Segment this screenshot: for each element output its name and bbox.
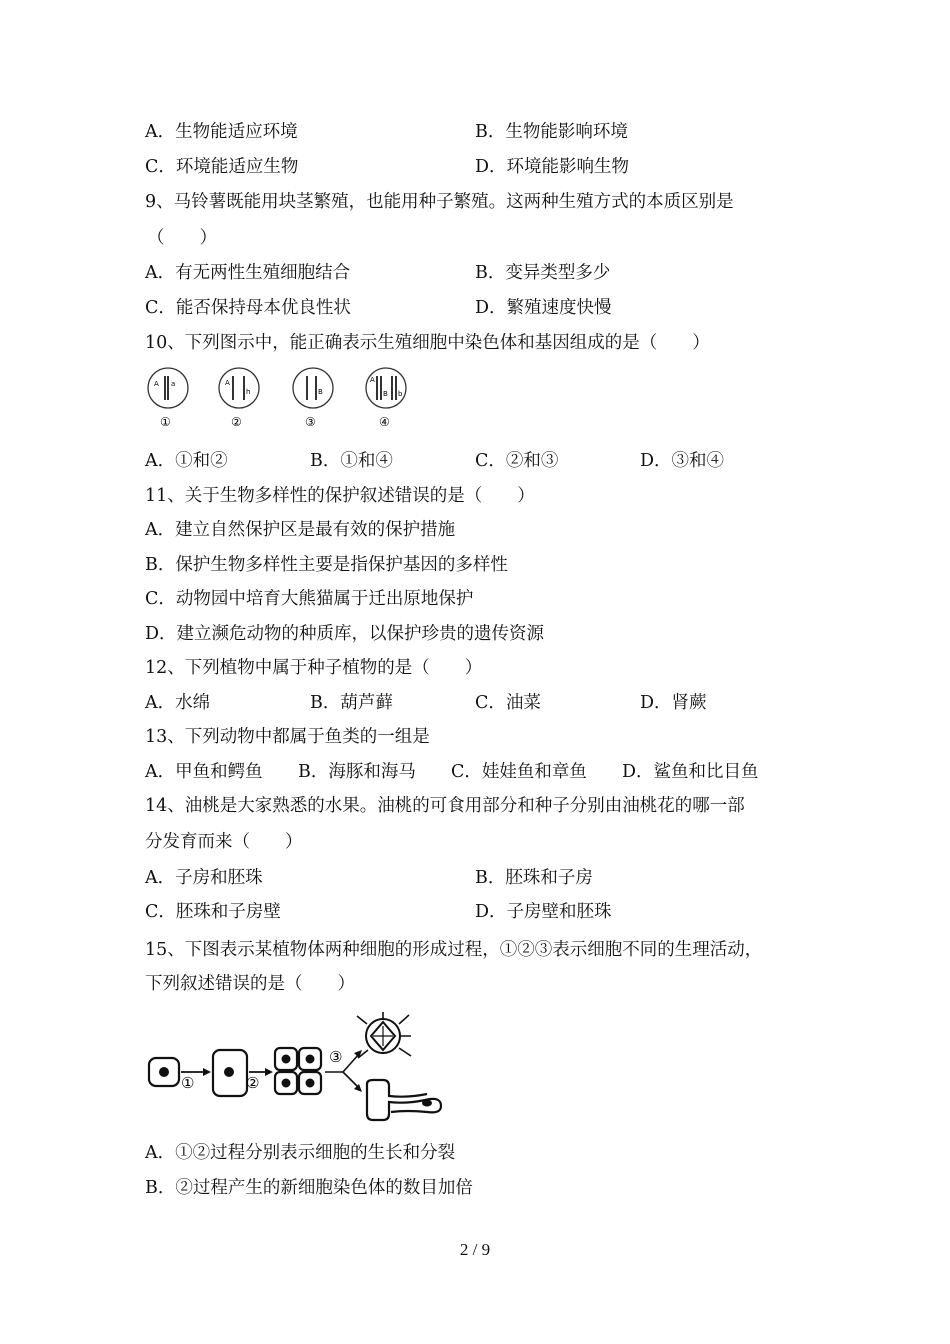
q9-option-b: B．变异类型多少 (475, 263, 611, 283)
gene-label: A (370, 376, 375, 384)
q11-option-a: A．建立自然保护区是最有效的保护措施 (145, 520, 456, 540)
q13-stem: 13、下列动物中都属于鱼类的一组是 (145, 727, 430, 747)
gene-label: A (225, 379, 230, 387)
q14-option-a: A．子房和胚珠 (145, 868, 263, 888)
q13-option-d: D．鲨鱼和比目鱼 (622, 762, 759, 782)
q8-option-c: C．环境能适应生物 (145, 157, 299, 177)
gene-label: A (154, 380, 159, 388)
q12-option-c: C．油菜 (475, 693, 541, 713)
q9-option-a: A．有无两性生殖细胞结合 (145, 263, 351, 283)
specialized-cell-top (357, 1012, 411, 1058)
q12-option-a: A．水绵 (145, 693, 211, 713)
q14-stem-line2: 分发育而来（ ） (145, 832, 303, 852)
q15-label-3: ③ (329, 1048, 343, 1066)
q13-option-b: B．海豚和海马 (298, 762, 416, 782)
q11-option-b: B．保护生物多样性主要是指保护基因的多样性 (145, 555, 508, 575)
q10-option-c: C．②和③ (475, 451, 559, 471)
q15-option-b: B．②过程产生的新细胞染色体的数目加倍 (145, 1178, 473, 1198)
q14-stem-line1: 14、油桃是大家熟悉的水果。油桃的可食用部分和种子分别由油桃花的哪一部 (145, 796, 745, 816)
q10-label-2: ② (231, 415, 242, 429)
q9-blank: （ ） (147, 228, 217, 248)
gene-label: B (383, 390, 388, 398)
q12-stem: 12、下列植物中属于种子植物的是（ ） (145, 658, 483, 678)
gene-label: h (246, 388, 251, 396)
q12-option-b: B．葫芦藓 (310, 693, 393, 713)
q13-option-c: C．娃娃鱼和章鱼 (451, 762, 587, 782)
q15-stem-line2: 下列叙述错误的是（ ） (145, 974, 355, 994)
q10-option-a: A．①和② (145, 451, 228, 471)
q10-cell-3 (293, 368, 333, 429)
page-number: 2 / 9 (459, 1240, 491, 1259)
q15-stem-line1: 15、下图表示某植物体两种细胞的形成过程，①②③表示细胞不同的生理活动， (145, 940, 763, 960)
gene-label: b (398, 390, 403, 398)
divided-cells (275, 1048, 321, 1094)
q10-stem: 10、下列图示中，能正确表示生殖细胞中染色体和基因组成的是（ ） (145, 333, 710, 353)
q8-option-b: B．生物能影响环境 (475, 122, 628, 142)
q10-option-b: B．①和④ (310, 451, 393, 471)
gene-label: a (171, 380, 176, 388)
q11-option-c: C．动物园中培育大熊猫属于迁出原地保护 (145, 589, 474, 609)
q15-option-a: A．①②过程分别表示细胞的生长和分裂 (145, 1143, 456, 1163)
q11-option-d: D．建立濒危动物的种质库，以保护珍贵的遗传资源 (145, 624, 545, 644)
q15-label-2: ② (246, 1074, 260, 1092)
q9-option-d: D．繁殖速度快慢 (475, 298, 612, 318)
q10-cell-2 (219, 368, 259, 429)
q9-option-c: C．能否保持母本优良性状 (145, 298, 351, 318)
q14-option-c: C．胚珠和子房壁 (145, 902, 281, 922)
q11-stem: 11、关于生物多样性的保护叙述错误的是（ ） (145, 486, 535, 506)
q10-label-3: ③ (305, 415, 316, 429)
q14-option-d: D．子房壁和胚珠 (475, 902, 612, 922)
q10-label-4: ④ (379, 415, 390, 429)
q8-option-a: A．生物能适应环境 (145, 122, 298, 142)
q13-option-a: A．甲鱼和鳄鱼 (145, 762, 263, 782)
q9-stem: 9、马铃薯既能用块茎繁殖，也能用种子繁殖。这两种生殖方式的本质区别是 (145, 192, 734, 212)
q10-cell-4 (366, 368, 406, 429)
gene-label: B (318, 388, 323, 396)
q8-option-d: D．环境能影响生物 (475, 157, 630, 177)
q15-label-1: ① (181, 1074, 195, 1092)
q10-figure (140, 362, 430, 432)
q10-option-d: D．③和④ (640, 451, 725, 471)
q10-label-1: ① (160, 415, 171, 429)
q12-option-d: D．肾蕨 (640, 693, 707, 713)
q10-cell-1 (148, 368, 188, 429)
q15-figure (145, 1012, 455, 1127)
q14-option-b: B．胚珠和子房 (475, 868, 593, 888)
specialized-cell-bottom (367, 1080, 441, 1120)
